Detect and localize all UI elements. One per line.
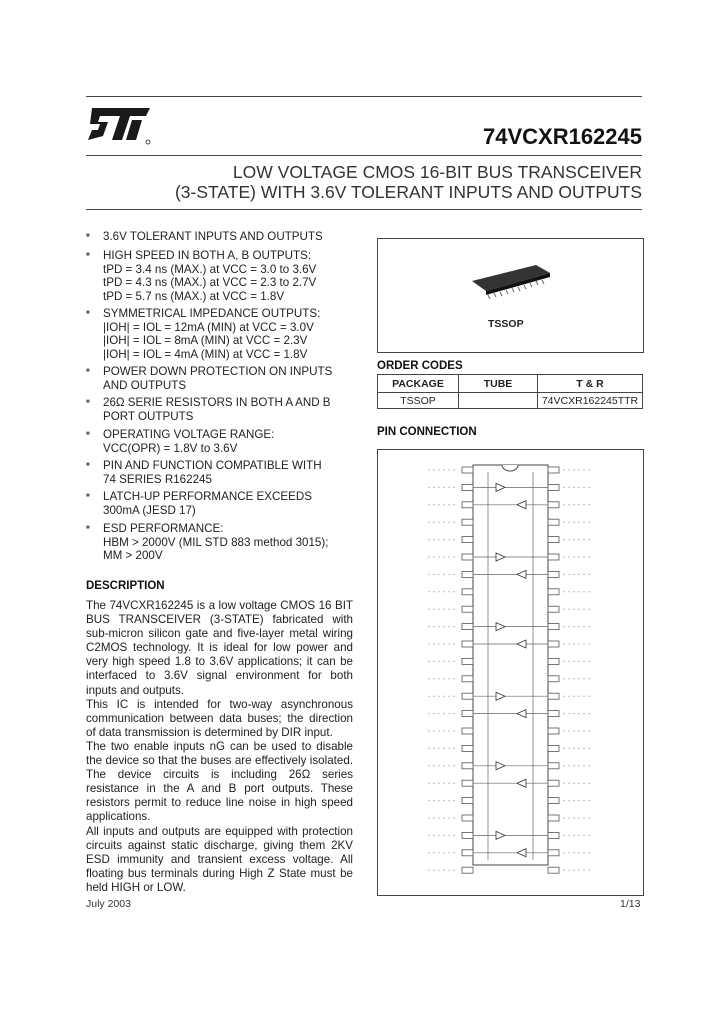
pin-right <box>548 850 559 856</box>
st-logo <box>86 106 154 146</box>
pin-left <box>462 467 473 473</box>
pin-right <box>548 467 559 473</box>
feature-line: |IOH| = IOL = 8mA (MIN) at VCC = 2.3V <box>103 334 308 347</box>
order-codes-table <box>377 374 643 409</box>
buffer-icon <box>517 849 526 857</box>
buffer-icon <box>517 710 526 718</box>
column-header: TUBE <box>459 375 538 393</box>
pin-right <box>548 745 559 751</box>
pin-right <box>548 798 559 804</box>
feature-line: AND OUTPUTS <box>103 378 187 392</box>
pin-right <box>548 624 559 630</box>
pin-right <box>548 571 559 577</box>
pin-left <box>462 711 473 717</box>
feature-line: |IOH| = IOL = 12mA (MIN) at VCC = 3.0V <box>103 320 314 334</box>
feature-item <box>86 522 362 563</box>
order-codes-heading: ORDER CODES <box>377 360 463 372</box>
bullet-icon: ■ <box>86 252 90 258</box>
pin-right <box>548 728 559 734</box>
feature-line: POWER DOWN PROTECTION ON INPUTS <box>103 365 333 378</box>
pin-left <box>462 780 473 786</box>
feature-line: 3.6V TOLERANT INPUTS AND OUTPUTS <box>103 230 323 243</box>
pin-right <box>548 676 559 682</box>
feature-line: tPD = 4.3 ns (MAX.) at VCC = 2.3 to 2.7V <box>103 276 317 289</box>
bullet-icon: ■ <box>86 525 90 531</box>
feature-item <box>86 459 362 486</box>
feature-line: PIN AND FUNCTION COMPATIBLE WITH <box>103 459 322 472</box>
feature-line: PORT OUTPUTS <box>103 409 194 423</box>
pin-left <box>462 641 473 647</box>
ic-outline <box>473 465 548 865</box>
pin-right <box>548 658 559 664</box>
feature-item <box>86 396 362 423</box>
part-number: 74VCXR162245 <box>482 124 642 149</box>
pin-connection-box <box>377 449 644 896</box>
pin-connection-heading: PIN CONNECTION <box>377 426 477 438</box>
feature-item <box>86 307 362 361</box>
pin-left <box>462 519 473 525</box>
feature-item <box>86 490 362 517</box>
column-header: T & R <box>538 375 643 393</box>
pin-left <box>462 606 473 612</box>
bullet-icon: ■ <box>86 368 90 374</box>
pin-left <box>462 484 473 490</box>
description-paragraph: The 74VCXR162245 is a low voltage CMOS 16 BIT BUS TRANSCEIVER (3-STATE) fabricated with sub-micron silicon gate and five-layer metal wiring C2MOS technology. It is ideal for low power and very high speed 1.8 to 3.6V applications; it can be interfaced to 3.6V signal environment for both inputs and outputs. <box>86 599 353 697</box>
buffer-icon <box>496 483 505 491</box>
feature-line: ESD PERFORMANCE: <box>103 522 224 535</box>
feature-line: HIGH SPEED IN BOTH A, B OUTPUTS: <box>103 249 312 262</box>
title-rule <box>86 155 642 156</box>
pin-left <box>462 589 473 595</box>
feature-line: VCC(OPR) = 1.8V to 3.6V <box>103 441 238 455</box>
feature-line: 74 SERIES R162245 <box>103 472 212 486</box>
feature-line: 26Ω SERIE RESISTORS IN BOTH A AND B <box>103 396 331 409</box>
pin-right <box>548 815 559 821</box>
tssop-chip-image <box>466 259 556 307</box>
column-header: PACKAGE <box>378 375 459 393</box>
pin-left <box>462 502 473 508</box>
pin-right <box>548 867 559 873</box>
description-paragraph: The two enable inputs nG can be used to disable the device so that the buses are effectively isolated. The device circuits is including 26Ω series resistance in the A and B port outputs. These resistors permit to reduce line noise in high speed applications. <box>86 739 353 824</box>
pin-right <box>548 641 559 647</box>
description-paragraph: This IC is intended for two-way asynchronous communication between data buses; the direction of data transmission is determined by DIR input. <box>86 697 353 739</box>
top-rule <box>86 96 642 97</box>
buffer-icon <box>496 623 505 631</box>
pin-left <box>462 815 473 821</box>
pin-left <box>462 850 473 856</box>
package-label: TSSOP <box>488 318 524 330</box>
pin-left <box>462 745 473 751</box>
header-bottom-rule <box>86 209 642 210</box>
pin-left <box>462 867 473 873</box>
feature-line: MM > 200V <box>103 549 163 562</box>
pin-left <box>462 798 473 804</box>
description-paragraph: All inputs and outputs are equipped with protection circuits against static discharge, giving them 2KV ESD immunity and transient excess voltage. All floating bus terminals during High Z State must be held HIGH or LOW. <box>86 824 353 894</box>
table-header-row <box>378 375 643 393</box>
pin-right <box>548 554 559 560</box>
feature-item <box>86 428 362 455</box>
buffer-icon <box>517 570 526 578</box>
footer-page: 1/13 <box>620 898 641 910</box>
bullet-icon: ■ <box>86 431 90 437</box>
feature-line: HBM > 2000V (MIL STD 883 method 3015); <box>103 535 329 549</box>
feature-line: 300mA (JESD 17) <box>103 503 196 517</box>
pin-left <box>462 728 473 734</box>
pin-right <box>548 832 559 838</box>
table-cell: TSSOP <box>378 393 459 409</box>
package-image-box <box>377 238 644 353</box>
pin-left <box>462 693 473 699</box>
pin-right <box>548 763 559 769</box>
feature-line: |IOH| = IOL = 4mA (MIN) at VCC = 1.8V <box>103 347 308 361</box>
feature-line: tPD = 3.4 ns (MAX.) at VCC = 3.0 to 3.6V <box>103 262 317 276</box>
table-row <box>378 393 643 409</box>
description-body <box>86 599 353 895</box>
pin-left <box>462 624 473 630</box>
buffer-icon <box>496 553 505 561</box>
feature-line: LATCH-UP PERFORMANCE EXCEEDS <box>103 490 312 503</box>
pin-right <box>548 519 559 525</box>
feature-line: tPD = 5.7 ns (MAX.) at VCC = 1.8V <box>103 289 285 303</box>
pin-right <box>548 780 559 786</box>
pin-right <box>548 484 559 490</box>
pin-connection-diagram <box>378 450 643 895</box>
buffer-icon <box>517 501 526 509</box>
footer-date: July 2003 <box>86 898 131 910</box>
bullet-icon: ■ <box>86 493 90 499</box>
pin-left <box>462 763 473 769</box>
bullet-icon: ■ <box>86 462 90 468</box>
buffer-icon <box>517 640 526 648</box>
feature-item <box>86 230 362 244</box>
description-heading: DESCRIPTION <box>86 580 165 592</box>
pin-right <box>548 711 559 717</box>
buffer-icon <box>517 779 526 787</box>
table-cell: 74VCXR162245TTR <box>538 393 643 409</box>
bullet-icon: ■ <box>86 233 90 239</box>
feature-item <box>86 249 362 303</box>
bullet-icon: ■ <box>86 310 90 316</box>
buffer-icon <box>496 762 505 770</box>
pin-right <box>548 693 559 699</box>
pin-left <box>462 554 473 560</box>
buffer-icon <box>496 831 505 839</box>
title-line-1: LOW VOLTAGE CMOS 16-BIT BUS TRANSCEIVER <box>232 162 642 182</box>
pin-right <box>548 589 559 595</box>
buffer-icon <box>496 692 505 700</box>
pin-right <box>548 502 559 508</box>
title-line-2: (3-STATE) WITH 3.6V TOLERANT INPUTS AND OUTPUTS <box>174 182 642 202</box>
pin-left <box>462 537 473 543</box>
pin-left <box>462 658 473 664</box>
feature-line: SYMMETRICAL IMPEDANCE OUTPUTS: <box>103 307 321 320</box>
pin-right <box>548 537 559 543</box>
pin-left <box>462 832 473 838</box>
ic-notch <box>502 465 518 471</box>
pin-left <box>462 676 473 682</box>
feature-line: OPERATING VOLTAGE RANGE: <box>103 428 275 441</box>
feature-item <box>86 365 362 392</box>
pin-right <box>548 606 559 612</box>
pin-left <box>462 571 473 577</box>
bullet-icon: ■ <box>86 399 90 405</box>
table-cell <box>459 393 538 409</box>
